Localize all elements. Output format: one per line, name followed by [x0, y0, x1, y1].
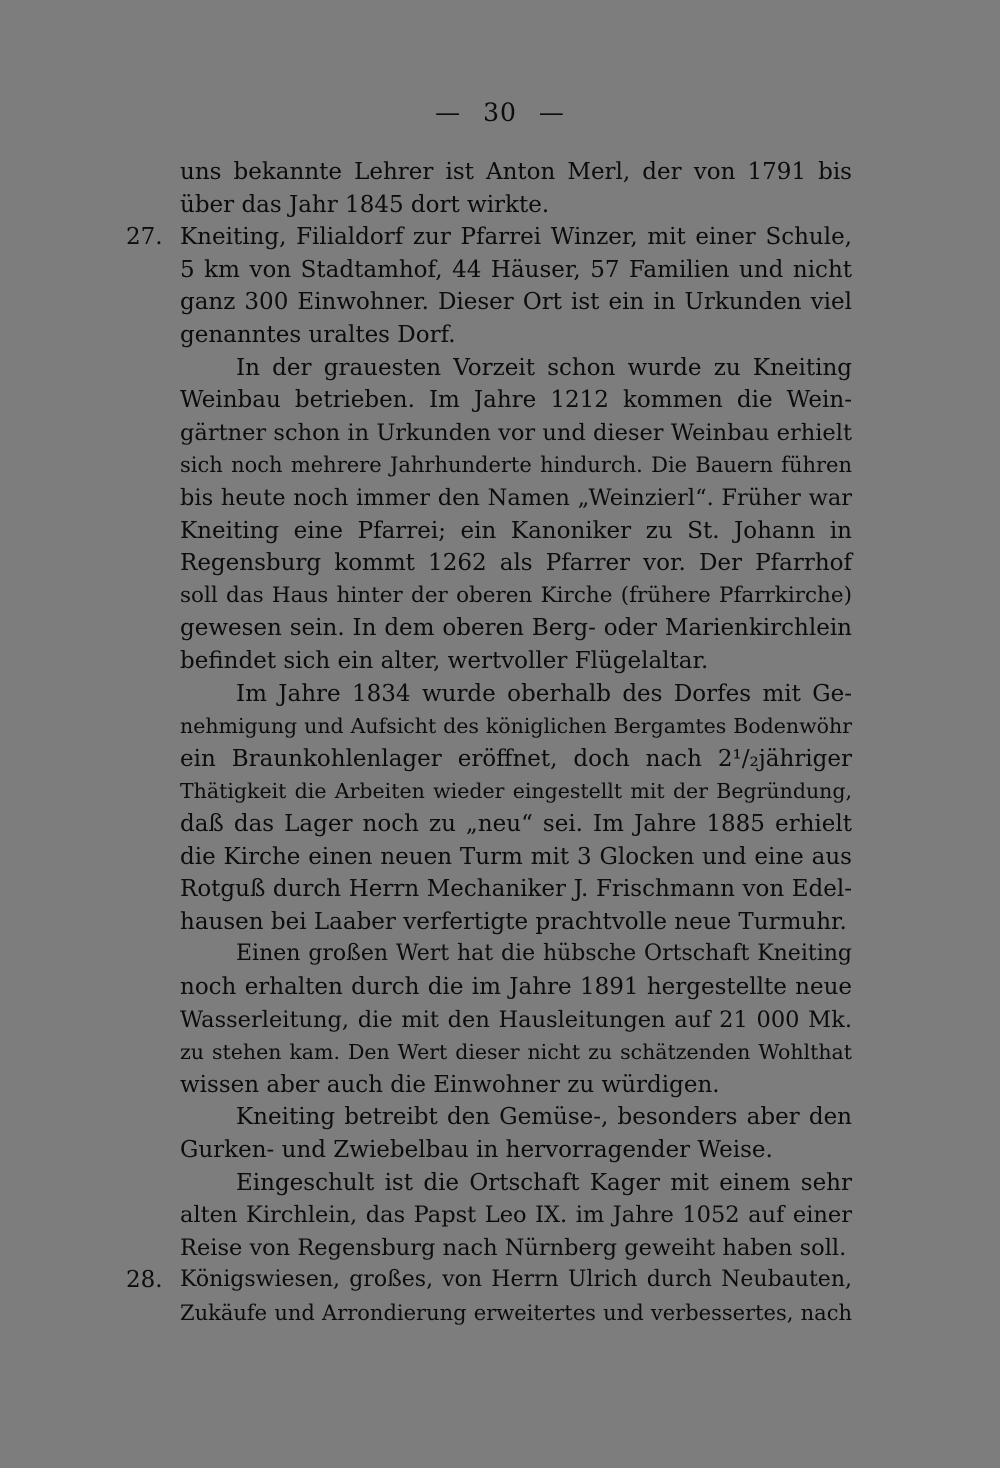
- text-line: Rotguß durch Herrn Mechaniker J. Frischmann von Edel-: [180, 876, 852, 903]
- text-line: genanntes uraltes Dorf.: [180, 322, 456, 348]
- page-number: 30: [483, 98, 517, 127]
- text-line: Thätigkeit die Arbeiten wieder eingestellt mit der Begründung,: [180, 779, 852, 804]
- text-line: Zukäufe und Arrondierung erweitertes und verbessertes, nach: [180, 1301, 852, 1325]
- text-line: befindet sich ein alter, wertvoller Flügelaltar.: [180, 648, 709, 674]
- text-line: wissen aber auch die Einwohner zu würdigen.: [180, 1071, 720, 1098]
- text-line: Kneiting eine Pfarrei; ein Kanoniker zu St. Johann in: [180, 517, 852, 544]
- text-line: Wasserleitung, die mit den Hausleitungen auf 21 000 Mk.: [180, 1006, 852, 1033]
- header-dash-right: —: [538, 98, 565, 127]
- text-line: Reise von Regensburg nach Nürnberg geweiht haben soll.: [180, 1234, 847, 1261]
- text-line: Regensburg kommt 1262 als Pfarrer vor. Der Pfarrhof: [180, 550, 852, 577]
- entry-number: 27.: [126, 224, 163, 251]
- text-line: uns bekannte Lehrer ist Anton Merl, der von 1791 bis: [180, 159, 852, 185]
- text-line: Im Jahre 1834 wurde oberhalb des Dorfes mit Ge-: [236, 680, 852, 707]
- text-line: Kneiting betreibt den Gemüse-, besonders aber den: [236, 1104, 852, 1131]
- text-line: sich noch mehrere Jahrhunderte hindurch. Die Bauern führen: [180, 453, 852, 478]
- text-line: In der grauesten Vorzeit schon wurde zu Kneiting: [236, 354, 852, 381]
- text-line: gärtner schon in Urkunden vor und dieser Weinbau erhielt: [180, 419, 852, 446]
- text-line: alten Kirchlein, das Papst Leo IX. im Jahre 1052 auf einer: [180, 1202, 852, 1229]
- text-line: noch erhalten durch die im Jahre 1891 hergestellte neue: [180, 974, 852, 1000]
- text-line: über das Jahr 1845 dort wirkte.: [180, 191, 550, 218]
- text-line: Eingeschult ist die Ortschaft Kager mit einem sehr: [236, 1169, 852, 1196]
- text-line: soll das Haus hinter der oberen Kirche (frühere Pfarrkirche): [180, 582, 852, 608]
- text-line: ein Braunkohlenlager eröffnet, doch nach 2¹/₂jähriger: [180, 745, 852, 772]
- text-line: 5 km von Stadtamhof, 44 Häuser, 57 Familien und nicht: [180, 256, 852, 283]
- text-line: bis heute noch immer den Namen „Weinzierl“. Früher war: [180, 485, 852, 511]
- page-header: [0, 98, 1000, 127]
- text-line: Weinbau betrieben. Im Jahre 1212 kommen die Wein-: [180, 387, 852, 414]
- text-line: hausen bei Laaber verfertigte prachtvolle neue Turmuhr.: [180, 908, 847, 935]
- entry-number: 28.: [126, 1267, 163, 1294]
- text-line: die Kirche einen neuen Turm mit 3 Glocken und eine aus: [180, 843, 852, 870]
- text-line: Einen großen Wert hat die hübsche Ortschaft Kneiting: [236, 941, 852, 967]
- text-line: ganz 300 Einwohner. Dieser Ort ist ein in Urkunden viel: [180, 289, 852, 316]
- text-line: Gurken- und Zwiebelbau in hervorragender Weise.: [180, 1137, 773, 1163]
- text-line: Kneiting, Filialdorf zur Pfarrei Winzer, mit einer Schule,: [180, 224, 852, 251]
- header-dash-left: —: [435, 98, 462, 127]
- text-line: nehmigung und Aufsicht des königlichen Bergamtes Bodenwöhr: [180, 714, 852, 739]
- text-line: zu stehen kam. Den Wert dieser nicht zu schätzenden Wohlthat: [180, 1040, 852, 1065]
- text-line: daß das Lager noch zu „neu“ sei. Im Jahre 1885 erhielt: [180, 811, 852, 837]
- text-line: Königswiesen, großes, von Herrn Ulrich durch Neubauten,: [180, 1267, 852, 1293]
- text-line: gewesen sein. In dem oberen Berg- oder Marienkirchlein: [180, 615, 852, 642]
